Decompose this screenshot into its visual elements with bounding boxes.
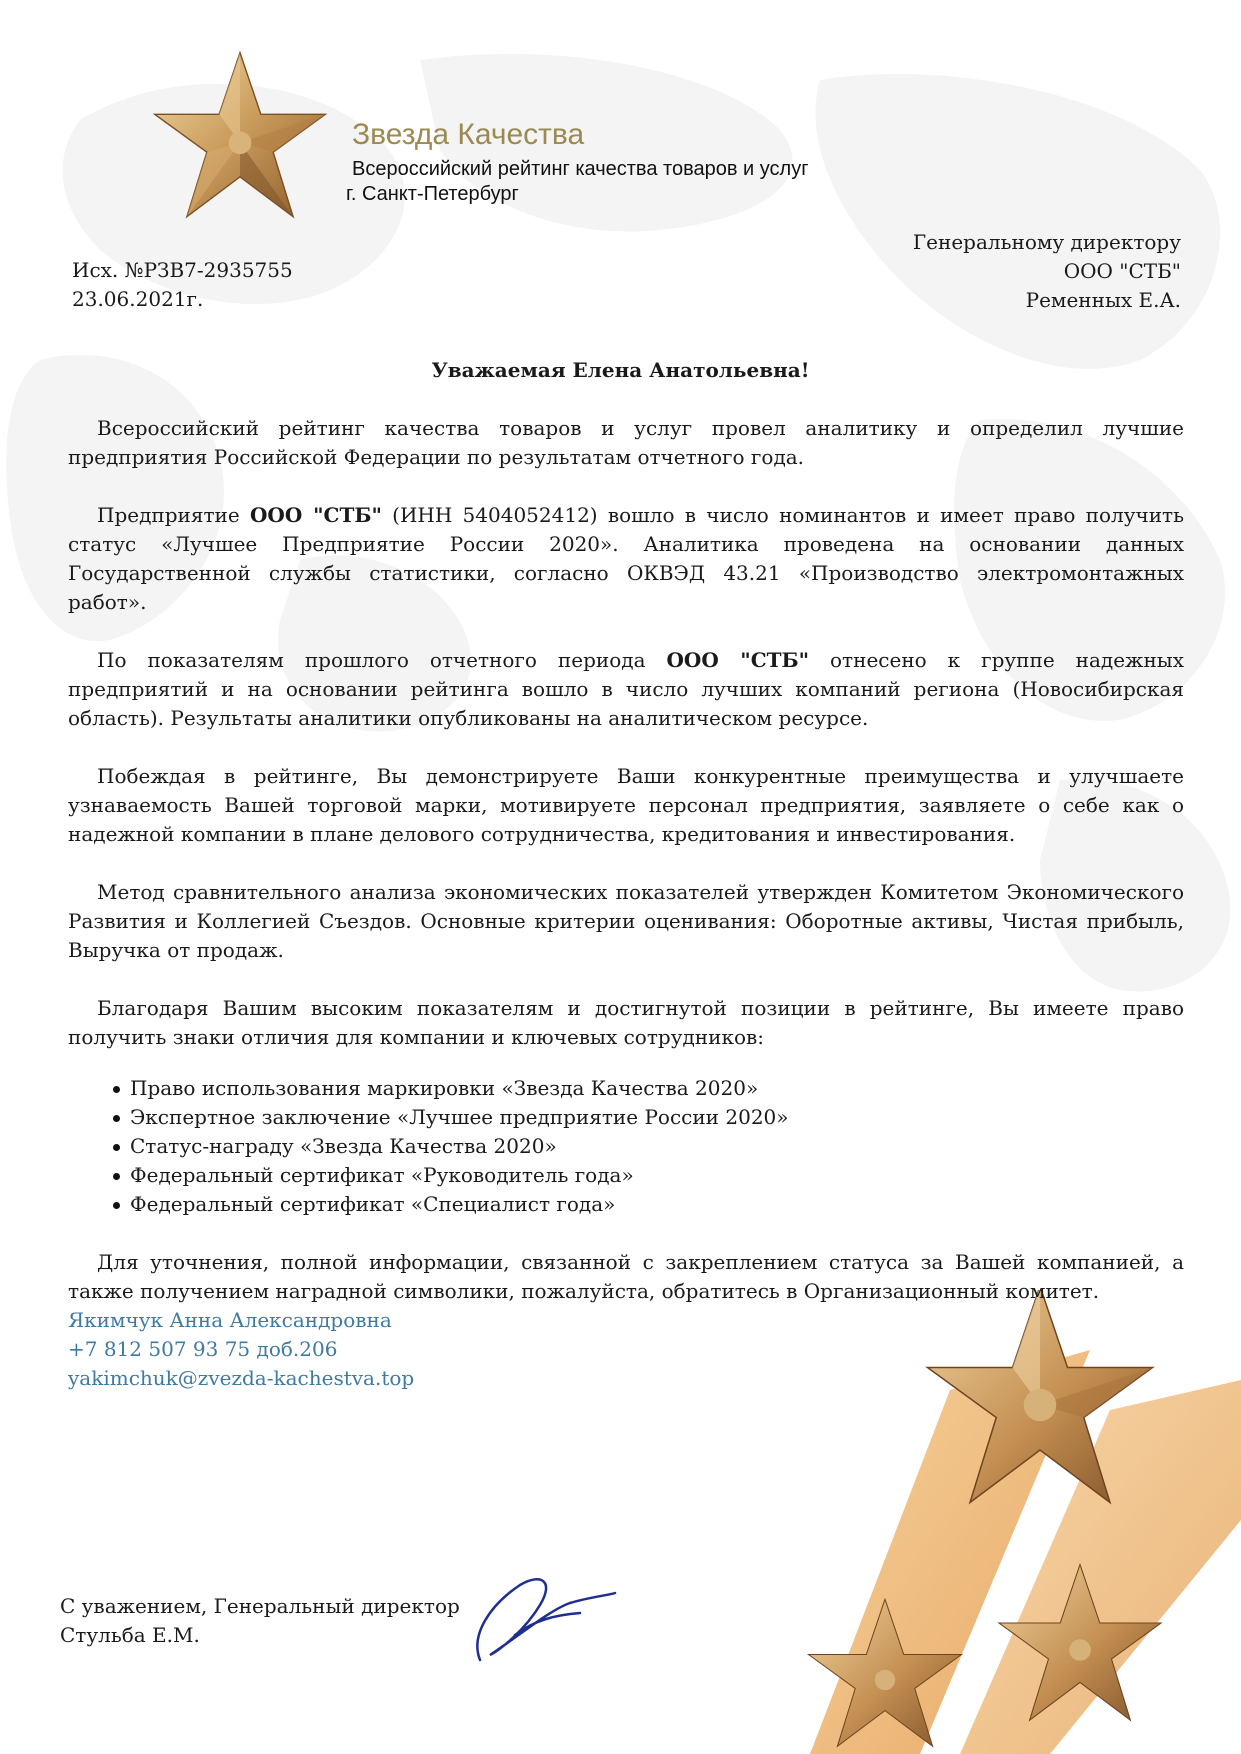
paragraph-nomination-rest: (ИНН 5404052412) вошло в число номинантов и имеет право получить статус «Лучшее Предприятие России 2020». Аналитика проведена на основании данных Государственной службы статистики, согласно ОКВЭД 43.21 «Производство электромонтажных работ». [68,503,1185,614]
contact-block [68,1306,1184,1393]
salutation: Уважаемая Елена Анатольевна! [431,358,810,382]
logo-star-icon [145,48,335,228]
list-item: Статус-награду «Звезда Качества 2020» [130,1132,1184,1161]
paragraph-region [68,646,1184,733]
letter-body [68,414,1184,1393]
addressee-person: Ременных Е.А. [1025,288,1181,312]
addressee-company: ООО "СТБ" [1063,259,1181,283]
addressee-position: Генеральному директору [912,230,1181,254]
paragraph-region-lead: По показателям прошлого отчетного периода [97,648,646,672]
paragraph-region-rest: отнесено к группе надежных предприятий и на основании рейтинга вошло в число лучших компаний региона (Новосибирская область). Результаты аналитики опубликованы на аналитическом ресурсе. [68,648,1184,730]
closing-block [60,1592,460,1650]
paragraph-benefits: Побеждая в рейтинге, Вы демонстрируете Ваши конкурентные преимущества и улучшаете узнаваемость Вашей торговой марки, мотивируете персонал предприятия, заявляете о себе как о надежной компании в плане делового сотрудничества, кредитования и инвестирования. [68,764,1184,846]
paragraph-contact-request: Для уточнения, полной информации, связанной с закреплением статуса за Вашей компанией, а также получением наградной символики, пожалуйста, обратитесь в Организационный комитет. [68,1250,1184,1303]
outgoing-date: 23.06.2021г. [72,287,204,311]
list-item: Право использования маркировки «Звезда Качества 2020» [130,1074,1184,1103]
outgoing-reference [72,256,293,314]
list-item: Федеральный сертификат «Специалист года» [130,1190,1184,1219]
list-item: Федеральный сертификат «Руководитель года» [130,1161,1184,1190]
list-item: Экспертное заключение «Лучшее предприятие России 2020» [130,1103,1184,1132]
contact-phone[interactable]: +7 812 507 93 75 доб.206 [68,1337,338,1361]
addressee-block [913,228,1181,315]
outgoing-number: Исх. №РЗВ7-2935755 [72,258,293,282]
paragraph-nomination-lead: Предприятие [97,503,240,527]
paragraph-awards-intro: Благодаря Вашим высоким показателям и достигнутой позиции в рейтинге, Вы имеете право получить знаки отличия для компании и ключевых сотрудников: [68,996,1184,1049]
company-name: ООО "СТБ" [250,503,382,527]
company-name: ООО "СТБ" [666,648,810,672]
signatory-name: Стульба Е.М. [60,1623,200,1647]
awards-list [68,1074,1184,1219]
closing-line: С уважением, Генеральный директор [60,1594,460,1618]
org-subtitle: Всероссийский рейтинг качества товаров и услуг [352,158,809,180]
paragraph-nomination [68,501,1184,617]
org-city: г. Санкт-Петербург [346,183,519,205]
contact-email[interactable]: yakimchuk@zvezda-kachestva.top [68,1366,415,1390]
contact-name: Якимчук Анна Александровна [68,1308,392,1332]
signature-icon [460,1565,620,1675]
org-name: Звезда Качества [352,118,585,151]
paragraph-intro: Всероссийский рейтинг качества товаров и услуг провел аналитику и определил лучшие предприятия Российской Федерации по результатам отчетного года. [68,416,1184,469]
paragraph-method: Метод сравнительного анализа экономических показателей утвержден Комитетом Экономического Развития и Коллегией Съездов. Основные критерии оценивания: Оборотные активы, Чистая прибыль, Выручка от продаж. [68,880,1184,962]
